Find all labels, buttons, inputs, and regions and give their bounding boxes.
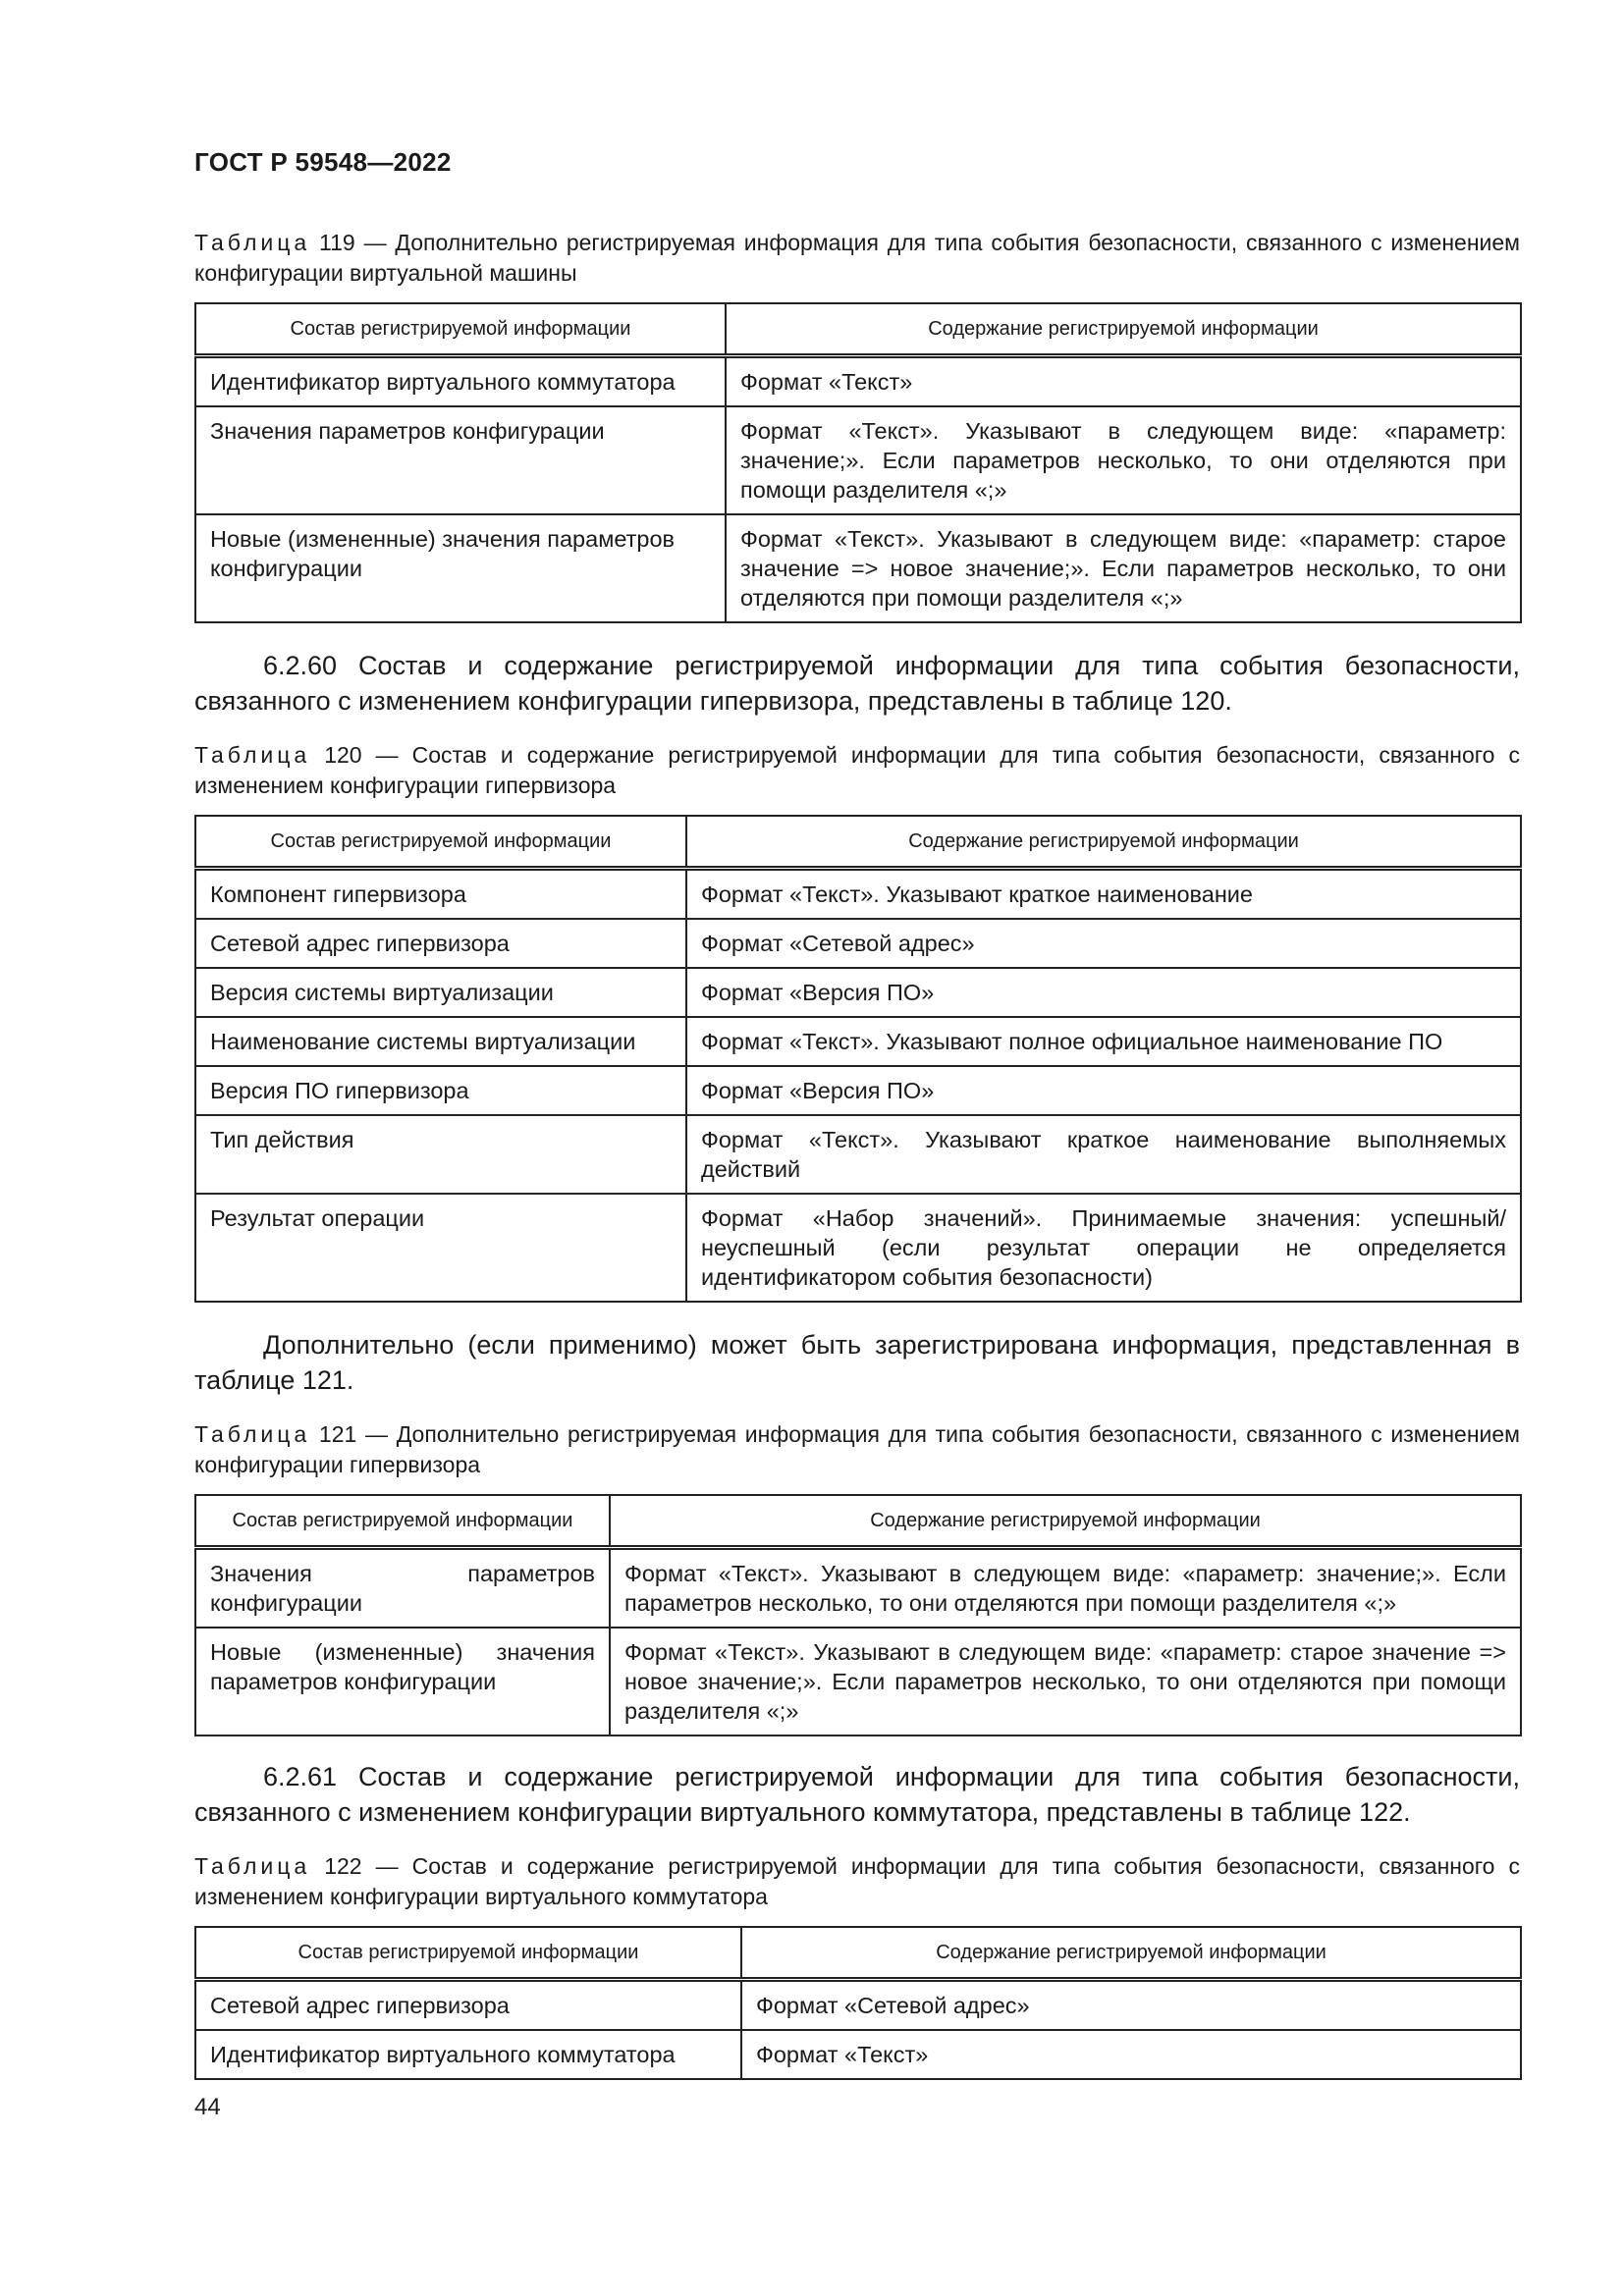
table-cell: Версия системы виртуализации	[195, 968, 686, 1017]
table-row	[195, 2030, 1521, 2079]
table-row	[195, 1980, 1521, 2031]
document-header: ГОСТ Р 59548—2022	[194, 147, 452, 177]
table-cell: Компонент гипервизора	[195, 869, 686, 920]
table-row	[195, 1548, 1521, 1629]
table-row	[195, 919, 1521, 968]
paragraph-6-2-61: 6.2.61 Состав и содержание регистрируемой информации для типа события безопасности, связанного с изменением конфигурации виртуального коммутатора, представлены в таблице 122.	[194, 1762, 1520, 1827]
table-row	[195, 1115, 1521, 1194]
table-cell: Формат «Набор значений». Принимаемые значения: успешный/неуспешный (если результат операции не определяется идентификатором события безопасности)	[686, 1194, 1521, 1302]
table-121-caption	[194, 1419, 1520, 1480]
table-cell: Формат «Версия ПО»	[686, 968, 1521, 1017]
table-119-caption	[194, 228, 1520, 289]
table-row	[195, 1017, 1521, 1066]
table-cell: Формат «Текст». Указывают в следующем виде: «параметр: старое значение => новое значение;». Если параметров несколько, то они отделяются при помощи разделителя «;»	[726, 514, 1521, 622]
table-cell: Формат «Текст». Указывают в следующем виде: «параметр: значение;». Если параметров несколько, то они отделяются при помощи разделителя «;»	[610, 1548, 1521, 1629]
table-row	[195, 968, 1521, 1017]
table-120-caption	[194, 740, 1520, 801]
table-header-row	[195, 816, 1521, 869]
column-header: Содержание регистрируемой информации	[741, 1927, 1521, 1980]
table-cell: Формат «Текст». Указывают полное официальное наименование ПО	[686, 1017, 1521, 1066]
column-header: Состав регистрируемой информации	[195, 816, 686, 869]
table-cell: Новые (измененные) значения параметров конфигурации	[195, 1628, 610, 1735]
paragraph-additional: Дополнительно (если применимо) может быть зарегистрирована информация, представленная в таблице 121.	[194, 1330, 1520, 1395]
table-row	[195, 356, 1521, 407]
table-121	[194, 1494, 1522, 1736]
caption-label: Таблица	[194, 1853, 311, 1879]
paragraph-6-2-60: 6.2.60 Состав и содержание регистрируемой информации для типа события безопасности, связанного с изменением конфигурации гипервизора, представлены в таблице 120.	[194, 651, 1520, 716]
caption-text: 121 — Дополнительно регистрируемая информация для типа события безопасности, связанного с изменением конфигурации гипервизора	[194, 1421, 1520, 1477]
table-119	[194, 302, 1522, 623]
table-cell: Сетевой адрес гипервизора	[195, 1980, 741, 2031]
caption-label: Таблица	[194, 1421, 311, 1447]
table-cell: Результат операции	[195, 1194, 686, 1302]
column-header: Содержание регистрируемой информации	[610, 1495, 1521, 1548]
table-cell: Идентификатор виртуального коммутатора	[195, 2030, 741, 2079]
table-row	[195, 514, 1521, 622]
table-cell: Идентификатор виртуального коммутатора	[195, 356, 726, 407]
table-cell: Сетевой адрес гипервизора	[195, 919, 686, 968]
table-cell: Наименование системы виртуализации	[195, 1017, 686, 1066]
table-header-row	[195, 303, 1521, 356]
column-header: Содержание регистрируемой информации	[726, 303, 1521, 356]
table-header-row	[195, 1495, 1521, 1548]
table-120	[194, 815, 1522, 1303]
table-cell: Тип действия	[195, 1115, 686, 1194]
caption-text: 119 — Дополнительно регистрируемая информация для типа события безопасности, связанного с изменением конфигурации виртуальной машины	[194, 230, 1520, 286]
table-cell: Формат «Текст». Указывают краткое наименование выполняемых действий	[686, 1115, 1521, 1194]
table-row	[195, 406, 1521, 514]
table-row	[195, 1066, 1521, 1115]
table-122-caption	[194, 1851, 1520, 1912]
caption-label: Таблица	[194, 230, 311, 255]
caption-text: 120 — Состав и содержание регистрируемой информации для типа события безопасности, связанного с изменением конфигурации гипервизора	[194, 742, 1520, 798]
table-cell: Формат «Текст»	[741, 2030, 1521, 2079]
table-cell: Формат «Текст». Указывают в следующем виде: «параметр: значение;». Если параметров несколько, то они отделяются при помощи разделителя «;»	[726, 406, 1521, 514]
table-header-row	[195, 1927, 1521, 1980]
column-header: Состав регистрируемой информации	[195, 303, 726, 356]
table-122	[194, 1926, 1522, 2080]
table-cell: Формат «Текст». Указывают в следующем виде: «параметр: старое значение => новое значение;». Если параметров несколько, то они отделяются при помощи разделителя «;»	[610, 1628, 1521, 1735]
table-row	[195, 869, 1521, 920]
caption-text: 122 — Состав и содержание регистрируемой информации для типа события безопасности, связанного с изменением конфигурации виртуального коммутатора	[194, 1853, 1520, 1909]
column-header: Содержание регистрируемой информации	[686, 816, 1521, 869]
table-cell: Формат «Текст»	[726, 356, 1521, 407]
column-header: Состав регистрируемой информации	[195, 1927, 741, 1980]
table-cell: Значения параметров конфигурации	[195, 406, 726, 514]
table-cell: Значения параметров конфигурации	[195, 1548, 610, 1629]
table-cell: Формат «Текст». Указывают краткое наименование	[686, 869, 1521, 920]
table-cell: Формат «Сетевой адрес»	[686, 919, 1521, 968]
table-row	[195, 1628, 1521, 1735]
column-header: Состав регистрируемой информации	[195, 1495, 610, 1548]
table-cell: Формат «Версия ПО»	[686, 1066, 1521, 1115]
table-cell: Версия ПО гипервизора	[195, 1066, 686, 1115]
table-cell: Новые (измененные) значения параметров конфигурации	[195, 514, 726, 622]
table-cell: Формат «Сетевой адрес»	[741, 1980, 1521, 2031]
page-number: 44	[194, 2094, 221, 2120]
table-row	[195, 1194, 1521, 1302]
caption-label: Таблица	[194, 742, 311, 768]
